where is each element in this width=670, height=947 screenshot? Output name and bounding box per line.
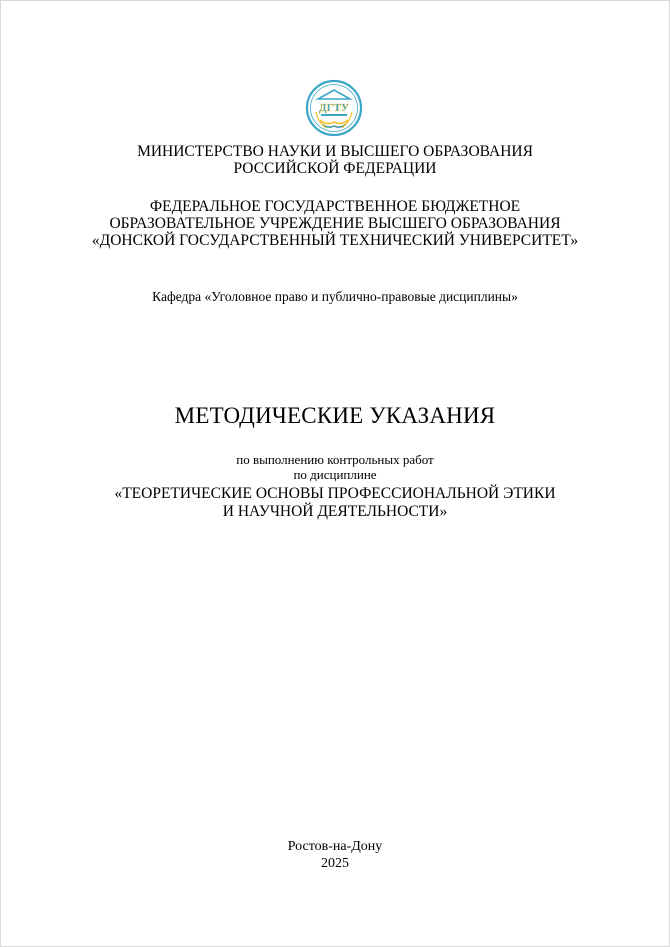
discipline-name xyxy=(0,485,670,521)
university-line-2: ОБРАЗОВАТЕЛЬНОЕ УЧРЕЖДЕНИЕ ВЫСШЕГО ОБРАЗОВАНИЯ xyxy=(109,215,561,232)
publication-year: 2025 xyxy=(321,856,349,871)
ministry-line-1: МИНИСТЕРСТВО НАУКИ И ВЫСШЕГО ОБРАЗОВАНИЯ xyxy=(137,143,533,160)
department-name xyxy=(0,289,670,305)
purpose-line-2: по дисциплине xyxy=(293,467,377,482)
university-line-1: ФЕДЕРАЛЬНОЕ ГОСУДАРСТВЕННОЕ БЮДЖЕТНОЕ xyxy=(149,198,521,215)
discipline-line-1: «ТЕОРЕТИЧЕСКИЕ ОСНОВЫ ПРОФЕССИОНАЛЬНОЙ ЭТИКИ xyxy=(114,485,556,502)
university-line-3: «ДОНСКОЙ ГОСУДАРСТВЕННЫЙ ТЕХНИЧЕСКИЙ УНИВЕРСИТЕТ» xyxy=(91,232,579,249)
department-line: Кафедра «Уголовное право и публично-правовые дисциплины» xyxy=(152,289,518,304)
logo-text: ДГТУ xyxy=(319,102,349,114)
dstu-logo-icon xyxy=(304,78,364,140)
university-heading xyxy=(0,198,670,249)
publication-city: Ростов-на-Дону xyxy=(287,839,383,854)
ministry-line-2: РОССИЙСКОЙ ФЕДЕРАЦИИ xyxy=(233,160,437,177)
purpose-line-1: по выполнению контрольных работ xyxy=(236,452,434,467)
document-title-text: МЕТОДИЧЕСКИЕ УКАЗАНИЯ xyxy=(174,403,496,428)
publication-footer xyxy=(0,838,670,872)
ministry-heading xyxy=(0,143,670,177)
discipline-line-2: И НАУЧНОЙ ДЕЯТЕЛЬНОСТИ» xyxy=(222,503,448,520)
document-purpose xyxy=(0,452,670,482)
document-title xyxy=(0,403,670,429)
